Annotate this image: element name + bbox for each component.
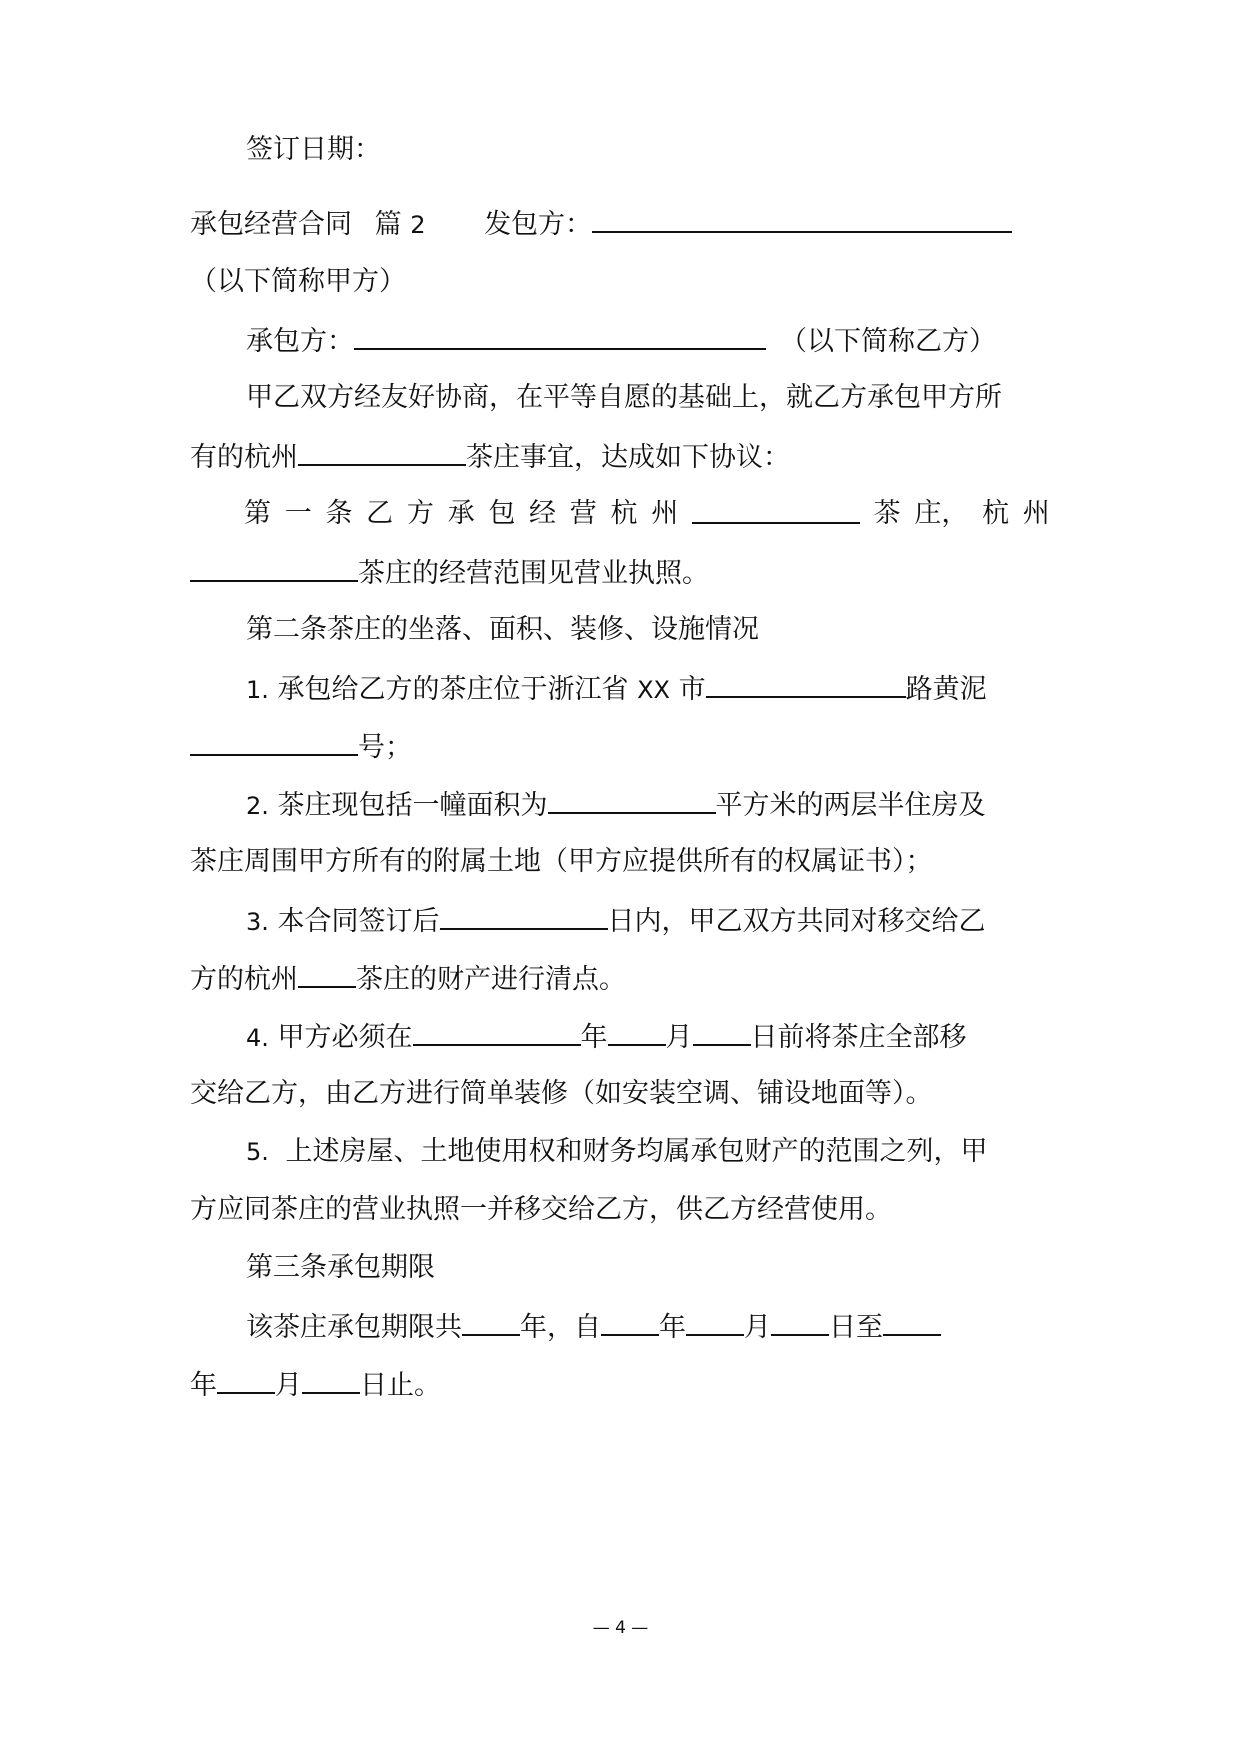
intro-line-2 [190, 436, 1050, 478]
sign-date-line [190, 130, 1050, 170]
item-4-blank-day [693, 1016, 751, 1046]
item-4-text-2: 交给乙方，由乙方进行简单装修（如安装空调、铺设地面等）。 [190, 1078, 933, 1109]
article-3-title: 第三条承包期限 [246, 1252, 435, 1283]
term-text-2a: 年 [190, 1370, 217, 1401]
chapter-number: 2 [410, 211, 426, 239]
item-1-text-2: 号； [358, 732, 412, 763]
employer-short: （以下简称甲方） [190, 266, 406, 297]
term-text-b: 年，自 [520, 1312, 601, 1343]
term-blank-end-month [217, 1364, 275, 1394]
term-text-d: 月 [744, 1312, 771, 1343]
article-1-char: 乙 [366, 498, 394, 529]
term-blank-start-year [601, 1306, 659, 1336]
item-2-line-1 [190, 784, 1050, 826]
contractor-line [190, 320, 1050, 362]
contractor-short: （以下简称乙方） [780, 326, 996, 357]
article-1-blank-2 [190, 552, 358, 582]
article-1-char: 州 [1022, 498, 1050, 529]
item-2-line-2 [190, 842, 1050, 882]
term-blank-end-day [302, 1364, 360, 1394]
sign-date-label: 签订日期： [246, 134, 381, 165]
item-2-number: 2. [246, 792, 269, 820]
term-blank-years [462, 1306, 520, 1336]
article-1-text-2: 茶庄的经营范围见营业执照。 [358, 558, 709, 589]
item-4-text-a: 甲方必须在 [277, 1022, 413, 1053]
term-blank-start-month [686, 1306, 744, 1336]
article-1-char: 庄， [914, 498, 969, 529]
article-2-title-line [190, 610, 1050, 650]
item-1-line-2 [190, 726, 1050, 768]
item-2-text-2: 茶庄周围甲方所有的附属土地（甲方应提供所有的权属证书）； [190, 846, 933, 877]
item-1-text-c: 路黄泥 [905, 674, 987, 705]
chapter-label: 篇 [374, 209, 402, 240]
item-3-text-a: 本合同签订后 [277, 906, 440, 937]
item-1-blank-number [190, 726, 358, 756]
item-5-text: 上述房屋、土地使用权和财务均属承包财产的范围之列，甲 [285, 1136, 988, 1167]
item-1-xx: XX [637, 676, 670, 704]
item-3-blank-days [440, 900, 608, 930]
employer-short-line [190, 262, 1050, 302]
intro-text-2b: 茶庄事宜，达成如下协议： [466, 442, 790, 473]
item-1-text-b: 市 [678, 674, 706, 705]
page-number: — 4 — [592, 1618, 649, 1638]
item-3-blank-name [298, 958, 356, 988]
article-1-char: 一 [284, 498, 312, 529]
article-1-char: 州 [651, 498, 679, 529]
item-3-line-2 [190, 958, 1050, 1000]
item-3-text-b: 日内，甲乙双方共同对移交给乙 [607, 906, 986, 937]
article-3-title-line [190, 1248, 1050, 1288]
term-text-a: 该茶庄承包期限共 [246, 1312, 462, 1343]
item-3-text-2b: 茶庄的财产进行清点。 [356, 964, 626, 995]
article-2-title: 第二条茶庄的坐落、面积、装修、设施情况 [246, 614, 759, 645]
item-5-line-2 [190, 1190, 1050, 1230]
item-4-blank-year [413, 1016, 581, 1046]
intro-text-2a: 有的杭州 [190, 442, 298, 473]
item-3-line-1 [190, 900, 1050, 942]
heading-line [190, 203, 1050, 245]
item-5-text-2: 方应同茶庄的营业执照一并移交给乙方，供乙方经营使用。 [190, 1194, 892, 1225]
item-3-text-2a: 方的杭州 [190, 964, 298, 995]
intro-blank [298, 436, 466, 466]
contract-heading: 承包经营合同 [190, 209, 352, 240]
article-1-char: 方 [406, 498, 434, 529]
employer-blank [592, 203, 1012, 233]
item-4-blank-month [608, 1016, 666, 1046]
term-line-2 [190, 1364, 1050, 1406]
article-1-char: 茶 [873, 498, 901, 529]
article-1-char: 包 [488, 498, 516, 529]
intro-line-1 [190, 378, 1050, 418]
term-blank-end-year [883, 1306, 941, 1336]
employer-label: 发包方： [484, 209, 593, 240]
article-1-char: 经 [529, 498, 557, 529]
item-4-number: 4. [246, 1024, 269, 1052]
article-1-char: 条 [325, 498, 353, 529]
term-text-c: 年 [659, 1312, 686, 1343]
contractor-label: 承包方： [246, 326, 354, 357]
term-text-2b: 月 [275, 1370, 302, 1401]
item-4-line-1 [190, 1016, 1050, 1058]
article-1-char: 杭 [610, 498, 638, 529]
item-3-number: 3. [246, 908, 269, 936]
item-1-blank-road [706, 668, 906, 698]
article-1-line-2 [190, 552, 1050, 594]
item-5-line-1 [190, 1132, 1050, 1172]
item-1-line-1 [190, 668, 1050, 710]
article-1-char: 营 [569, 498, 597, 529]
item-4-year: 年 [580, 1022, 608, 1053]
item-2-text-b: 平方米的两层半住房及 [715, 790, 986, 821]
item-2-blank-area [548, 784, 716, 814]
article-1-blank [692, 494, 860, 524]
item-4-month: 月 [665, 1022, 693, 1053]
item-4-line-2 [190, 1074, 1050, 1114]
term-line-1 [190, 1306, 1050, 1348]
item-5-number: 5. [246, 1138, 269, 1166]
intro-text-1: 甲乙双方经友好协商，在平等自愿的基础上，就乙方承包甲方所 [246, 382, 1002, 413]
item-1-text-a: 承包给乙方的茶庄位于浙江省 [277, 674, 629, 705]
article-1-char: 承 [447, 498, 475, 529]
item-4-text-b: 日前将茶庄全部移 [750, 1022, 967, 1053]
term-text-2c: 日止。 [360, 1370, 441, 1401]
article-1-char: 第 [244, 498, 271, 529]
contractor-blank [354, 320, 766, 350]
term-text-e: 日至 [829, 1312, 883, 1343]
item-1-number: 1. [246, 676, 269, 704]
item-2-text-a: 茶庄现包括一幢面积为 [277, 790, 548, 821]
term-blank-start-day [771, 1306, 829, 1336]
article-1-char: 杭 [982, 498, 1010, 529]
article-1-line-1 [244, 494, 1050, 534]
